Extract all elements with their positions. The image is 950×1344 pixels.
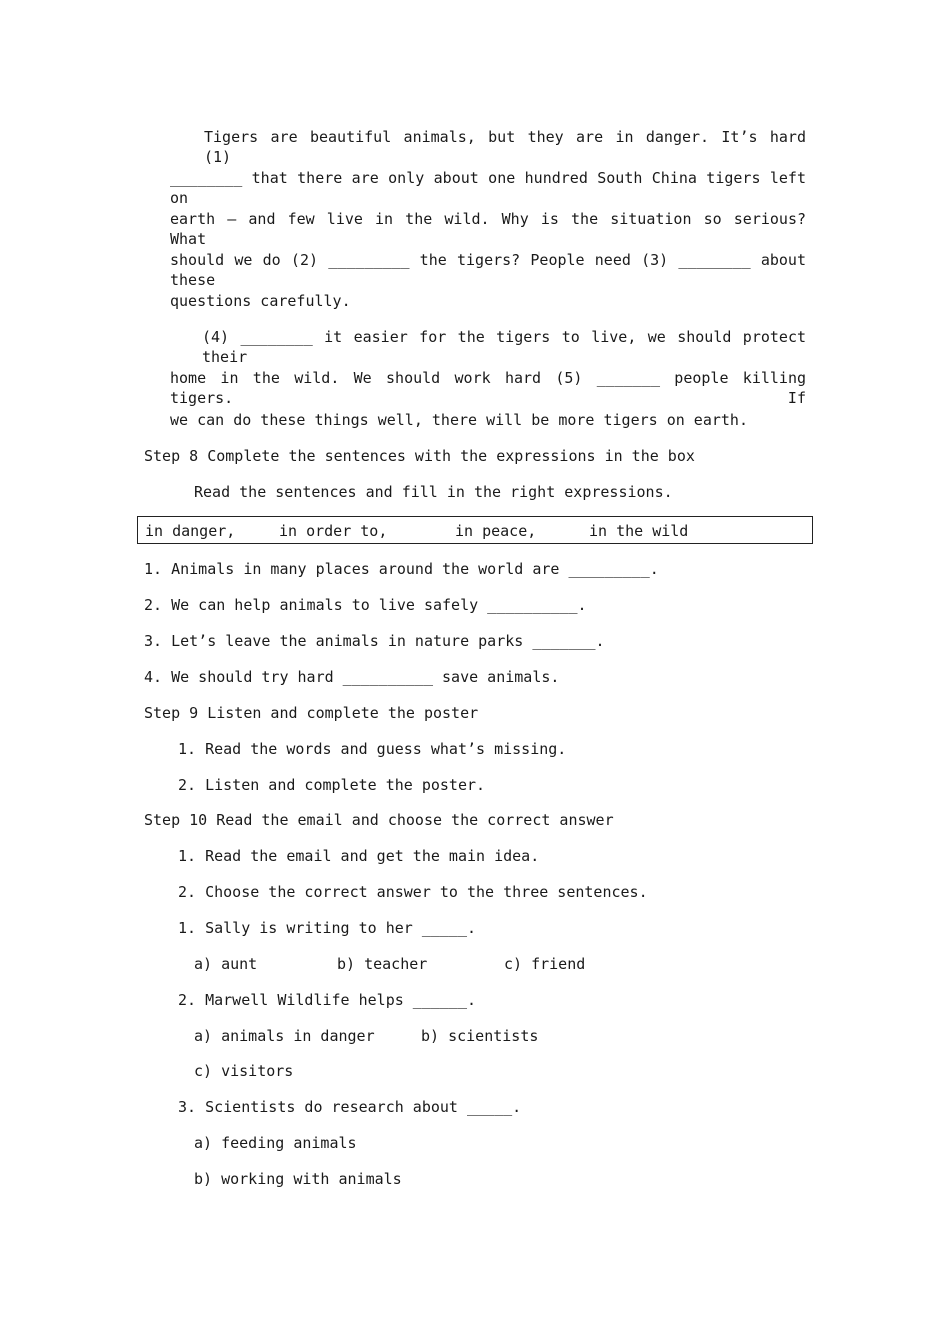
step8-sentence: 1. Animals in many places around the world are _________. [144,560,659,578]
step9-title: Step 9 Listen and complete the poster [144,704,479,722]
answer-option: c) visitors [194,1062,294,1080]
answer-option: b) teacher [337,955,428,973]
answer-option: a) aunt [194,955,258,973]
expression-item: in peace, [455,522,537,540]
question-stem: 3. Scientists do research about _____. [178,1098,522,1116]
step8-instruction: Read the sentences and fill in the right expressions. [194,483,673,501]
step9-item: 1. Read the words and guess what’s missing. [178,740,567,758]
passage-line: earth — and few live in the wild. Why is the situation so serious? What [170,210,806,248]
answer-option: a) animals in danger [194,1027,375,1045]
passage-line: we can do these things well, there will be more tigers on earth. [170,411,748,429]
expression-box [137,516,813,544]
expression-item: in order to, [279,522,388,540]
passage-line: ________ that there are only about one hundred South China tigers left on [170,169,806,207]
step10-title: Step 10 Read the email and choose the correct answer [144,811,614,829]
question-stem: 2. Marwell Wildlife helps ______. [178,991,477,1009]
answer-option: b) scientists [421,1027,539,1045]
step8-sentence: 4. We should try hard __________ save animals. [144,668,560,686]
passage-line: should we do (2) _________ the tigers? People need (3) ________ about these [170,251,806,289]
step9-item: 2. Listen and complete the poster. [178,776,486,794]
passage-line: home in the wild. We should work hard (5) _______ people killing tigers. If [170,369,806,407]
passage-line: questions carefully. [170,292,351,310]
step10-item: 1. Read the email and get the main idea. [178,847,540,865]
passage-line: (4) ________ it easier for the tigers to live, we should protect their [202,328,806,366]
step8-sentence: 2. We can help animals to live safely __________. [144,596,587,614]
question-stem: 1. Sally is writing to her _____. [178,919,477,937]
answer-option: b) working with animals [194,1170,402,1188]
answer-option: c) friend [504,955,586,973]
passage-line: Tigers are beautiful animals, but they are in danger. It’s hard (1) [204,128,806,166]
answer-option: a) feeding animals [194,1134,357,1152]
expression-item: in danger, [145,522,236,540]
step10-item: 2. Choose the correct answer to the three sentences. [178,883,648,901]
expression-item: in the wild [589,522,689,540]
step8-title: Step 8 Complete the sentences with the expressions in the box [144,447,695,465]
step8-sentence: 3. Let’s leave the animals in nature parks _______. [144,632,605,650]
